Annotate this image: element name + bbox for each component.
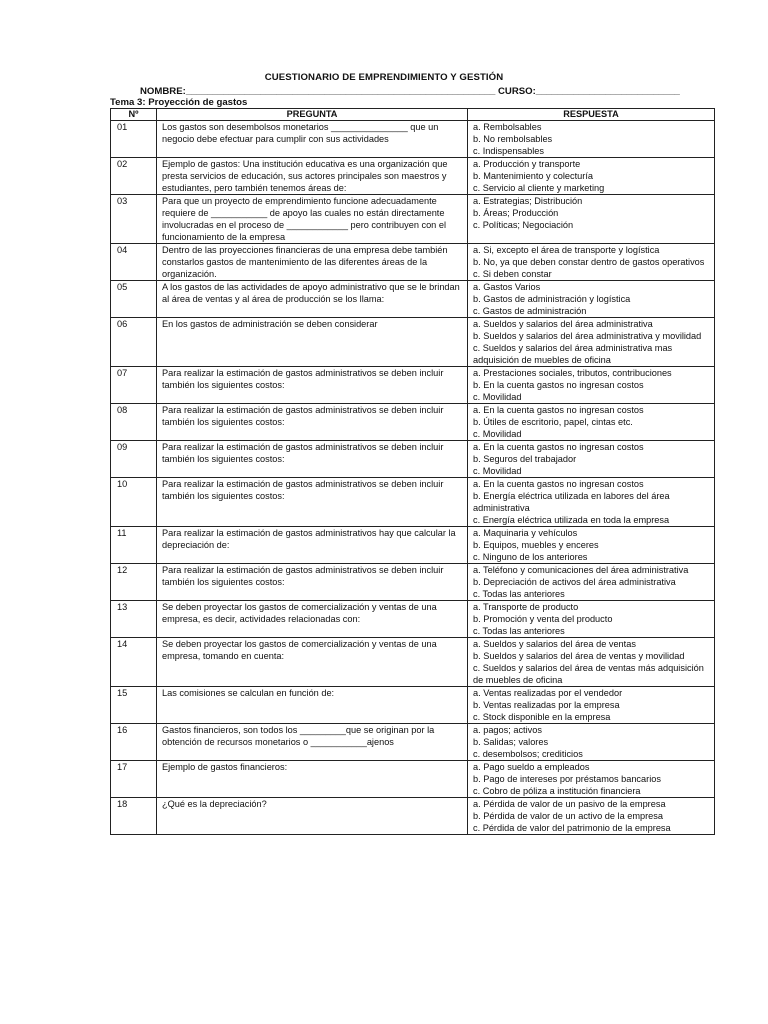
answer-option: a. Si, excepto el área de transporte y logística — [473, 245, 660, 255]
question-text: Para que un proyecto de emprendimiento funcione adecuadamente requiere de ___________ de apoyo las cuales no están directamente involucradas en el proceso de ____________ pero contribuyen con el funcionamiento de la empresa — [157, 195, 468, 244]
answer-options — [468, 281, 715, 318]
question-text: Para realizar la estimación de gastos administrativos se deben incluir también los siguientes costos: — [157, 478, 468, 527]
answer-option: c. Stock disponible en la empresa — [473, 712, 611, 722]
question-number: 05 — [111, 281, 157, 318]
answer-option: a. Prestaciones sociales, tributos, contribuciones — [473, 368, 672, 378]
answer-option: b. No, ya que deben constar dentro de gastos operativos — [473, 257, 705, 267]
table-row — [111, 367, 715, 404]
question-number: 16 — [111, 724, 157, 761]
answer-option: b. Pago de intereses por préstamos bancarios — [473, 774, 661, 784]
table-row — [111, 281, 715, 318]
answer-option: a. En la cuenta gastos no ingresan costos — [473, 405, 644, 415]
table-header-row — [111, 109, 715, 121]
answer-option: b. No rembolsables — [473, 134, 553, 144]
answer-option: a. Sueldos y salarios del área de ventas — [473, 639, 636, 649]
answer-options — [468, 404, 715, 441]
question-text: A los gastos de las actividades de apoyo administrativo que se le brindan al área de ventas y al área de producción se los llama: — [157, 281, 468, 318]
answer-options — [468, 798, 715, 835]
answer-option: c. Políticas; Negociación — [473, 220, 574, 230]
answer-option: c. Movilidad — [473, 392, 522, 402]
answer-option: a. En la cuenta gastos no ingresan costos — [473, 442, 644, 452]
questions-body — [111, 121, 715, 835]
document-title: CUESTIONARIO DE EMPRENDIMIENTO Y GESTIÓN — [264, 72, 504, 83]
question-number: 09 — [111, 441, 157, 478]
answer-option: c. Todas las anteriores — [473, 589, 565, 599]
question-text: ¿Qué es la depreciación? — [157, 798, 468, 835]
question-text: Dentro de las proyecciones financieras de una empresa debe también constarlos gastos de mantenimiento de las diferentes áreas de la organización. — [157, 244, 468, 281]
answer-option: c. Energía eléctrica utilizada en toda la empresa — [473, 515, 670, 525]
question-number: 13 — [111, 601, 157, 638]
answer-options — [468, 601, 715, 638]
question-text: Para realizar la estimación de gastos administrativos hay que calcular la depreciación de: — [157, 527, 468, 564]
question-text: Para realizar la estimación de gastos administrativos se deben incluir también los siguientes costos: — [157, 404, 468, 441]
answer-options — [468, 638, 715, 687]
answer-options — [468, 158, 715, 195]
answer-options — [468, 564, 715, 601]
answer-option: b. Salidas; valores — [473, 737, 549, 747]
answer-option: b. Sueldos y salarios del área de ventas y movilidad — [473, 651, 685, 661]
table-row — [111, 158, 715, 195]
header-question: PREGUNTA — [157, 109, 468, 121]
question-text: Ejemplo de gastos: Una institución educativa es una organización que presta servicios de educación, sus actores principales son maestros y estudiantes, pero también tenemos áreas de: — [157, 158, 468, 195]
table-row — [111, 121, 715, 158]
question-text: Las comisiones se calculan en función de: — [157, 687, 468, 724]
answer-option: c. Pérdida de valor del patrimonio de la empresa — [473, 823, 671, 833]
answer-option: a. En la cuenta gastos no ingresan costos — [473, 479, 644, 489]
question-text: Se deben proyectar los gastos de comercialización y ventas de una empresa, tomando en cuenta: — [157, 638, 468, 687]
answer-option: a. Pérdida de valor de un pasivo de la empresa — [473, 799, 666, 809]
answer-options — [468, 318, 715, 367]
answer-option: c. Gastos de administración — [473, 306, 587, 316]
header-number: Nº — [111, 109, 157, 121]
name-course-line: NOMBRE:__________________________________________________________ CURSO:___________________________ — [140, 86, 680, 97]
question-number: 12 — [111, 564, 157, 601]
question-number: 01 — [111, 121, 157, 158]
answer-option: c. Sueldos y salarios del área administrativa mas adquisición de muebles de oficina — [473, 343, 673, 365]
answer-option: b. Energía eléctrica utilizada en labores del área administrativa — [473, 491, 670, 513]
question-number: 08 — [111, 404, 157, 441]
answer-option: a. Maquinaria y vehículos — [473, 528, 578, 538]
question-text: Para realizar la estimación de gastos administrativos se deben incluir también los siguientes costos: — [157, 367, 468, 404]
answer-option: c. Servicio al cliente y marketing — [473, 183, 605, 193]
answer-option: c. Ninguno de los anteriores — [473, 552, 588, 562]
question-number: 15 — [111, 687, 157, 724]
answer-options — [468, 244, 715, 281]
answer-option: b. Equipos, muebles y enceres — [473, 540, 599, 550]
table-row — [111, 564, 715, 601]
table-row — [111, 527, 715, 564]
table-row — [111, 798, 715, 835]
table-row — [111, 441, 715, 478]
question-text: Gastos financieros, son todos los _________que se originan por la obtención de recursos monetarios o ___________ajenos — [157, 724, 468, 761]
answer-option: a. Estrategias; Distribución — [473, 196, 583, 206]
answer-option: b. Ventas realizadas por la empresa — [473, 700, 620, 710]
answer-options — [468, 724, 715, 761]
question-number: 11 — [111, 527, 157, 564]
answer-option: b. Seguros del trabajador — [473, 454, 577, 464]
answer-option: c. Cobro de póliza a institución financiera — [473, 786, 641, 796]
answer-option: a. Gastos Varios — [473, 282, 541, 292]
answer-option: a. Transporte de producto — [473, 602, 579, 612]
answer-option: b. Gastos de administración y logística — [473, 294, 631, 304]
answer-option: b. Promoción y venta del producto — [473, 614, 613, 624]
answer-option: b. Útiles de escritorio, papel, cintas etc. — [473, 417, 633, 427]
question-number: 04 — [111, 244, 157, 281]
question-text: Los gastos son desembolsos monetarios _______________ que un negocio debe efectuar para cumplir con sus actividades — [157, 121, 468, 158]
answer-options — [468, 761, 715, 798]
answer-option: a. Sueldos y salarios del área administrativa — [473, 319, 653, 329]
answer-option: a. Producción y transporte — [473, 159, 581, 169]
table-row — [111, 687, 715, 724]
question-text: Para realizar la estimación de gastos administrativos se deben incluir también los siguientes costos: — [157, 441, 468, 478]
table-row — [111, 404, 715, 441]
table-row — [111, 761, 715, 798]
question-number: 17 — [111, 761, 157, 798]
answer-option: a. Pago sueldo a empleados — [473, 762, 590, 772]
answer-options — [468, 527, 715, 564]
table-row — [111, 601, 715, 638]
questions-table — [110, 108, 715, 835]
answer-option: b. Pérdida de valor de un activo de la empresa — [473, 811, 663, 821]
question-number: 18 — [111, 798, 157, 835]
answer-option: c. Todas las anteriores — [473, 626, 565, 636]
answer-option: a. pagos; activos — [473, 725, 542, 735]
question-number: 06 — [111, 318, 157, 367]
question-number: 14 — [111, 638, 157, 687]
answer-options — [468, 367, 715, 404]
question-text: Ejemplo de gastos financieros: — [157, 761, 468, 798]
question-number: 10 — [111, 478, 157, 527]
table-row — [111, 724, 715, 761]
answer-option: b. En la cuenta gastos no ingresan costos — [473, 380, 644, 390]
answer-options — [468, 441, 715, 478]
answer-option: b. Áreas; Producción — [473, 208, 559, 218]
answer-options — [468, 195, 715, 244]
answer-option: c. Sueldos y salarios del área de ventas más adquisición de muebles de oficina — [473, 663, 704, 685]
answer-option: b. Depreciación de activos del área administrativa — [473, 577, 676, 587]
table-row — [111, 638, 715, 687]
table-row — [111, 195, 715, 244]
answer-option: c. Indispensables — [473, 146, 544, 156]
answer-option: b. Mantenimiento y colecturía — [473, 171, 594, 181]
question-text: En los gastos de administración se deben considerar — [157, 318, 468, 367]
question-number: 03 — [111, 195, 157, 244]
answer-option: c. Movilidad — [473, 429, 522, 439]
question-number: 02 — [111, 158, 157, 195]
answer-option: a. Ventas realizadas por el vendedor — [473, 688, 623, 698]
answer-option: c. desembolsos; crediticios — [473, 749, 583, 759]
question-text: Se deben proyectar los gastos de comercialización y ventas de una empresa, es decir, actividades relacionadas con: — [157, 601, 468, 638]
table-row — [111, 244, 715, 281]
answer-option: a. Teléfono y comunicaciones del área administrativa — [473, 565, 689, 575]
header-answer: RESPUESTA — [468, 109, 715, 121]
table-row — [111, 318, 715, 367]
answer-option: b. Sueldos y salarios del área administrativa y movilidad — [473, 331, 702, 341]
answer-options — [468, 121, 715, 158]
answer-option: c. Movilidad — [473, 466, 522, 476]
question-text: Para realizar la estimación de gastos administrativos se deben incluir también los siguientes costos: — [157, 564, 468, 601]
answer-options — [468, 687, 715, 724]
answer-options — [468, 478, 715, 527]
question-number: 07 — [111, 367, 157, 404]
topic-heading: Tema 3: Proyección de gastos — [110, 97, 248, 108]
answer-option: c. Si deben constar — [473, 269, 552, 279]
table-row — [111, 478, 715, 527]
answer-option: a. Rembolsables — [473, 122, 542, 132]
